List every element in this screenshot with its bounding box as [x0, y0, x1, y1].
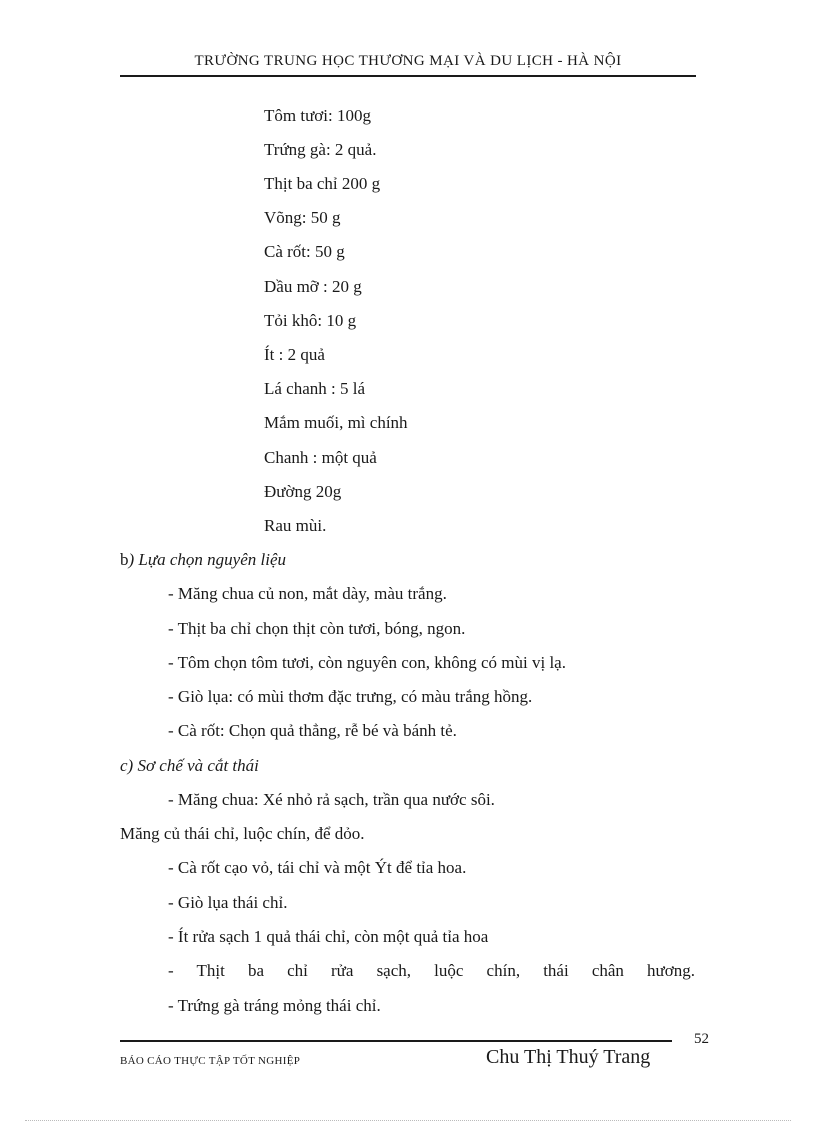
prep-item: - Thịt ba chỉ rửa sạch, luộc chín, thái chân hương. [168, 961, 695, 980]
footer-divider [120, 1040, 672, 1042]
page-edge-divider [25, 1120, 791, 1121]
footer-author: Chu Thị Thuý Trang [486, 1046, 651, 1068]
ingredient-item: Rau mùi. [264, 516, 327, 535]
selection-item: - Giò lụa: có mùi thơm đặc trưng, có màu trắng hồng. [168, 687, 533, 706]
ingredient-item: Lá chanh : 5 lá [264, 379, 366, 398]
selection-item: - Măng chua củ non, mắt dày, màu trắng. [168, 584, 447, 603]
selection-item: - Thịt ba chỉ chọn thịt còn tươi, bóng, ngon. [168, 619, 466, 638]
ingredient-item: Dầu mỡ : 20 g [264, 277, 362, 296]
ingredient-item: Đường 20g [264, 482, 342, 501]
page-header-title: TRƯỜNG TRUNG HỌC THƯƠNG MẠI VÀ DU LỊCH - HÀ NỘI [194, 53, 622, 69]
selection-item: - Tôm chọn tôm tươi, còn nguyên con, không có mùi vị lạ. [168, 653, 566, 672]
footer-report-label: BÁO CÁO THỰC TẬP TỐT NGHIỆP [120, 1055, 301, 1067]
ingredient-item: Thịt ba chỉ 200 g [264, 174, 381, 193]
prep-item: - Ít rửa sạch 1 quả thái chỉ, còn một quả tỉa hoa [168, 927, 489, 946]
prep-item: - Cà rốt cạo vỏ, tái chỉ và một Ýt để tỉa hoa. [168, 858, 467, 877]
ingredient-item: Mắm muối, mì chính [264, 413, 408, 432]
ingredient-item: Trứng gà: 2 quả. [264, 140, 377, 159]
ingredient-item: Võng: 50 g [264, 208, 341, 227]
section-b-letter: b [120, 550, 129, 569]
section-b-title: ) Lựa chọn nguyên liệu [128, 550, 287, 569]
header-divider [120, 75, 696, 77]
prep-item: - Măng chua: Xé nhỏ rả sạch, trần qua nước sôi. [168, 790, 495, 809]
ingredient-item: Chanh : một quả [264, 448, 377, 467]
prep-item: - Trứng gà tráng mỏng thái chỉ. [168, 996, 381, 1015]
ingredient-item: Cà rốt: 50 g [264, 242, 345, 261]
prep-paragraph: Măng củ thái chỉ, luộc chín, để dỏo. [120, 824, 365, 843]
page-number: 52 [694, 1031, 709, 1047]
selection-item: - Cà rốt: Chọn quả thẳng, rễ bé và bánh tẻ. [168, 721, 457, 740]
ingredient-item: Ít : 2 quả [264, 345, 325, 364]
ingredient-item: Tỏi khô: 10 g [264, 311, 357, 330]
ingredient-item: Tôm tươi: 100g [264, 106, 371, 125]
section-c-heading: c) Sơ chế và cắt thái [120, 756, 259, 775]
prep-item: - Giò lụa thái chỉ. [168, 893, 288, 912]
section-b-heading [120, 550, 286, 570]
